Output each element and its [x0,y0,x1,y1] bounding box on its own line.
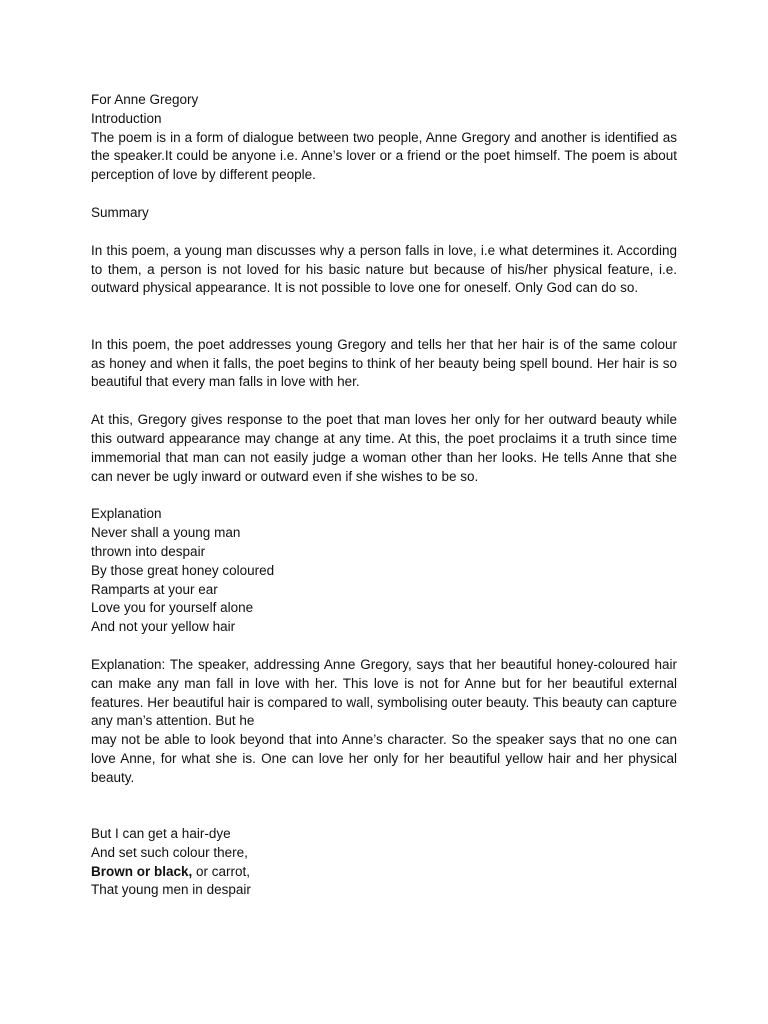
summary-paragraph-1: In this poem, a young man discusses why a person falls in love, i.e what determines it. According to them, a person is not loved for his basic nature but because of his/her physical feature, i.e. outward physical appearance. It is not possible to love one for oneself. Only God can do so. [91,242,677,296]
poem-line: By those great honey coloured [91,562,275,578]
poem-line: Never shall a young man [91,525,241,541]
introduction-heading: Introduction [91,110,162,126]
poem-stanza-2 [91,825,677,900]
summary-paragraph-2: In this poem, the poet addresses young Gregory and tells her that her hair is of the same colour as honey and when it falls, the poet begins to think of her beauty being spell bound. Her hair is so beautiful that every man falls in love with her. [91,336,677,390]
poem-line-rest: or carrot, [192,863,251,879]
document-title: For Anne Gregory [91,92,199,107]
poem-line: And set such colour there, [91,844,248,860]
poem-line-with-bold [91,863,677,882]
poem-line: Love you for yourself alone [91,600,254,616]
poem-line: And not your yellow hair [91,619,236,635]
spacer [91,637,677,656]
poem-line: But I can get a hair-dye [91,826,231,842]
poem-stanza-1 [91,524,677,637]
spacer [91,392,677,411]
spacer [91,223,677,242]
explanation-heading: Explanation [91,506,162,522]
spacer [91,486,677,505]
explanation-paragraph-part-2: may not be able to look beyond that into Anne’s character. So the speaker says that no one can love Anne, for what she is. One can love her only for her beautiful yellow hair and her physical beauty. [91,732,677,785]
poem-line: Ramparts at your ear [91,581,218,597]
spacer [91,185,677,204]
explanation-paragraph-part-1: Explanation: The speaker, addressing Anne Gregory, says that her beautiful honey-coloured hair can make any man fall in love with her. This love is not for Anne but for her beautiful external features. Her beautiful hair is compared to wall, symbolising outer beauty. This beauty can capture any man’s attention. But he [91,656,677,729]
spacer [91,788,677,826]
introduction-paragraph: The poem is in a form of dialogue between two people, Anne Gregory and another is identified as the speaker.It could be anyone i.e. Anne’s lover or a friend or the poet himself. The poem is about perception of love by different people. [91,129,677,183]
bold-phrase: Brown or black, [91,863,193,879]
poem-line: That young men in despair [91,882,251,898]
summary-paragraph-3: At this, Gregory gives response to the poet that man loves her only for her outward beauty while this outward appearance may change at any time. At this, the poet proclaims it a truth since time immemorial that man can not easily judge a woman other than her looks. He tells Anne that she can never be ugly inward or outward even if she wishes to be so. [91,412,677,484]
spacer [91,298,677,336]
summary-heading: Summary [91,204,149,220]
poem-line: thrown into despair [91,543,206,559]
